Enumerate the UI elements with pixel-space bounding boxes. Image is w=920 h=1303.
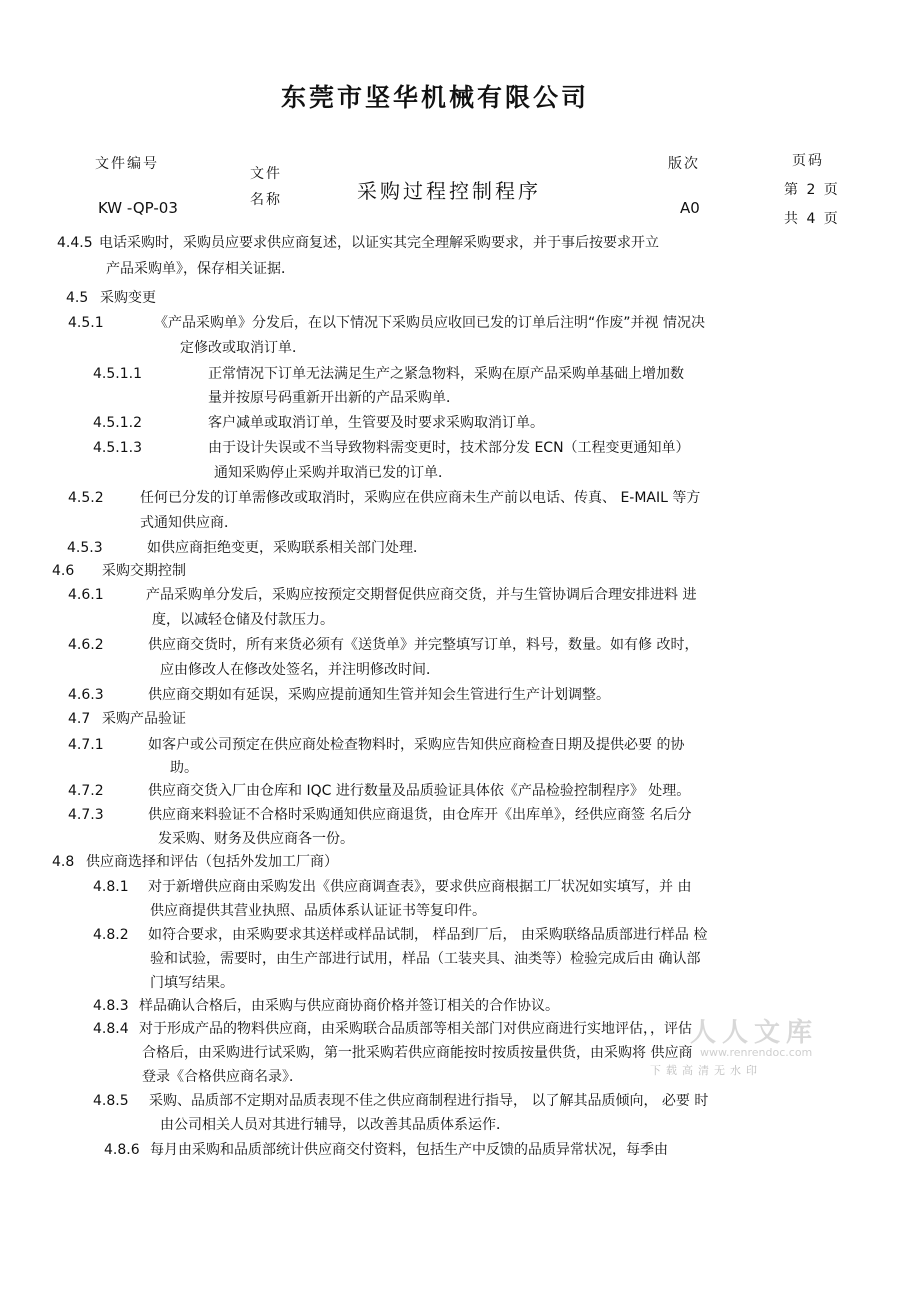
doc-name-label-1: 文件 (250, 166, 282, 182)
page-label: 页码 (792, 153, 824, 169)
clause-line: 4.8.4 对于形成产品的物料供应商，由采购联合品质部等相关部门对供应商进行实地评估，，评估 (93, 1021, 692, 1037)
clause-line: 通知采购停止采购并取消已发的订单． (214, 465, 452, 481)
clause-line: 门填写结果。 (150, 975, 234, 991)
section-heading: 4.6 采购交期控制 (52, 563, 186, 579)
clause-line: 4.8.3 样品确认合格后，由采购与供应商协商价格并签订相关的合作协议。 (93, 998, 559, 1014)
version-value: A0 (680, 199, 700, 217)
company-title: 东莞市坚华机械有限公司 (280, 83, 589, 112)
clause-line: 4.7.1 如客户或公司预定在供应商处检查物料时，采购应告知供应商检查日期及提供必要 的协 (68, 737, 685, 753)
watermark-caption: 下载高清无水印 (650, 1064, 762, 1077)
clause-line: 4.5.1.2 客户减单或取消订单，生管要及时要求采购取消订单。 (93, 415, 544, 431)
clause-line: 供应商提供其营业执照、品质体系认证证书等复印件。 (150, 903, 486, 919)
clause-line: 定修改或取消订单． (180, 340, 306, 356)
clause-line: 4.6.1 产品采购单分发后，采购应按预定交期督促供应商交货，并与生管协调后合理安排进料 进 (68, 587, 697, 603)
clause-line: 4.5.1.3 由于设计失误或不当导致物料需变更时，技术部分发 ECN（工程变更通知单） (93, 440, 690, 456)
section-heading: 4.5 采购变更 (66, 290, 156, 306)
clause-line: 4.5.2 任何已分发的订单需修改或取消时，采购应在供应商未生产前以电话、传真、 E-MAIL 等方 (68, 490, 701, 506)
clause-line: 合格后，由采购进行试采购，第一批采购若供应商能按时按质按量供货，由采购将 供应商 (142, 1045, 693, 1061)
clause-line: 4.8.5 采购、品质部不定期对品质表现不佳之供应商制程进行指导， 以了解其品质倾向， 必要 时 (93, 1093, 709, 1109)
clause-line: 量并按原号码重新开出新的产品采购单． (208, 390, 460, 406)
doc-title: 采购过程控制程序 (357, 179, 541, 203)
clause-line: 4.4.5 电话采购时，采购员应要求供应商复述，以证实其完全理解采购要求，并于事后按要求开立 (57, 235, 659, 251)
page-current: 第 2 页 (784, 182, 840, 198)
clause-line: 度，以减轻仓储及付款压力。 (152, 612, 334, 628)
clause-line: 4.6.3 供应商交期如有延误，采购应提前通知生管并知会生管进行生产计划调整。 (68, 687, 610, 703)
doc-no: KW -QP-03 (98, 199, 178, 217)
clause-line: 式通知供应商． (140, 515, 238, 531)
watermark-url: www.renrendoc.com (700, 1046, 813, 1059)
clause-line: 4.5.3 如供应商拒绝变更，采购联系相关部门处理． (67, 540, 427, 556)
watermark-logo: 人人文库 (690, 1018, 819, 1048)
clause-line: 4.8.2 如符合要求，由采购要求其送样或样品试制， 样品到厂后， 由采购联络品质部进行样品 检 (93, 927, 708, 943)
clause-line: 4.7.2 供应商交货入厂由仓库和 IQC 进行数量及品质验证具体依《产品检验控制程序》 处理。 (68, 783, 691, 799)
clause-line: 4.5.1.1 正常情况下订单无法满足生产之紧急物料，采购在原产品采购单基础上增加数 (93, 366, 684, 382)
clause-line: 4.6.2 供应商交货时，所有来货必须有《送货单》并完整填写订单，料号，数量。如有修 改时， (68, 637, 699, 653)
clause-line: 产品采购单》，保存相关证据． (106, 261, 295, 277)
clause-line: 验和试验，需要时，由生产部进行试用，样品（工装夹具、油类等）检验完成后由 确认部 (150, 951, 701, 967)
clause-line: 4.8.1 对于新增供应商由采购发出《供应商调查表》，要求供应商根据工厂状况如实填写，并 由 (93, 879, 692, 895)
clause-line: 应由修改人在修改处签名，并注明修改时间． (160, 662, 440, 678)
clause-line: 由公司相关人员对其进行辅导，以改善其品质体系运作． (160, 1117, 510, 1133)
doc-no-label: 文件编号 (95, 156, 159, 172)
clause-line: 发采购、财务及供应商各一份。 (158, 831, 354, 847)
clause-line: 登录《合格供应商名录》． (142, 1069, 303, 1085)
clause-line: 4.8.6 每月由采购和品质部统计供应商交付资料，包括生产中反馈的品质异常状况，每季由 (104, 1142, 668, 1158)
clause-line: 4.5.1 《产品采购单》分发后，在以下情况下采购员应收回已发的订单后注明“作废”并视 情况决 (68, 315, 705, 331)
section-heading: 4.8 供应商选择和评估（包括外发加工厂商） (52, 854, 338, 870)
clause-line: 4.7.3 供应商来料验证不合格时采购通知供应商退货，由仓库开《出库单》，经供应商签 名后分 (68, 807, 692, 823)
version-label: 版次 (668, 156, 700, 172)
clause-line: 助。 (170, 760, 198, 776)
doc-name-label-2: 名称 (250, 192, 282, 208)
section-heading: 4.7 采购产品验证 (68, 711, 186, 727)
page-total: 共 4 页 (784, 211, 840, 227)
